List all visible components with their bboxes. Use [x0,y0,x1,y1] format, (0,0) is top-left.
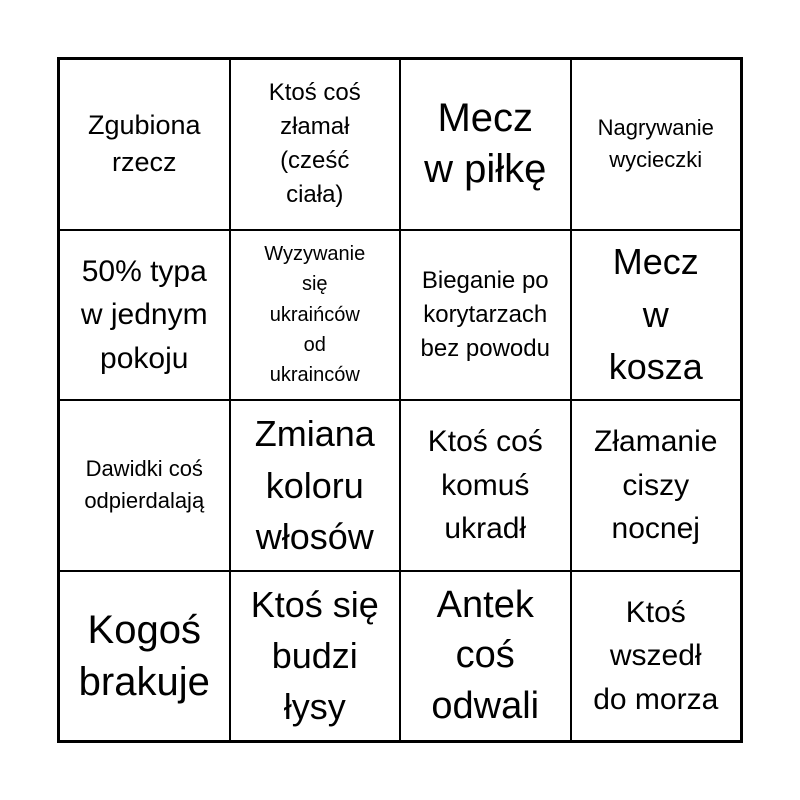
bingo-cell[interactable] [400,571,571,742]
cell-text: Wyzywanie się ukraińców od ukrainców [264,242,366,387]
cell-text: Zgubiona rzecz [87,110,201,178]
bingo-cell[interactable] [230,59,401,230]
bingo-cell[interactable] [59,230,230,401]
bingo-cell[interactable] [571,59,742,230]
cell-text: Antek coś odwali [431,583,540,728]
bingo-cell[interactable] [400,59,571,230]
bingo-cell[interactable] [59,400,230,571]
cell-text: Ktoś się budzi łysy [250,583,379,728]
cell-text: Dawidki coś odpierdalają [84,456,205,514]
bingo-cell[interactable] [571,230,742,401]
bingo-board [57,57,743,743]
cell-text: Złamanie ciszy nocnej [594,425,718,545]
cell-text: Ktoś coś komuś ukradł [427,425,543,545]
bingo-cell[interactable] [400,230,571,401]
cell-text: Nagrywanie wycieczki [597,115,714,173]
bingo-cell[interactable] [230,571,401,742]
cell-text: Ktoś coś złamał (cześć ciała) [268,79,361,209]
bingo-cell[interactable] [59,571,230,742]
cell-text: Bieganie po korytarzach bez powodu [420,266,550,362]
bingo-cell[interactable] [59,59,230,230]
cell-text: Ktoś wszedł do morza [593,595,719,716]
cell-text: Kogoś brakuje [78,607,210,704]
cell-text: Mecz w piłkę [424,96,547,192]
bingo-cell[interactable] [571,400,742,571]
bingo-cell[interactable] [230,230,401,401]
cell-text: Zmiana koloru włosów [254,413,375,557]
cell-text: 50% typa w jednym pokoju [80,254,208,375]
bingo-cell[interactable] [571,571,742,742]
bingo-cell[interactable] [230,400,401,571]
bingo-cell[interactable] [400,400,571,571]
cell-text: Mecz w kosza [608,241,703,387]
